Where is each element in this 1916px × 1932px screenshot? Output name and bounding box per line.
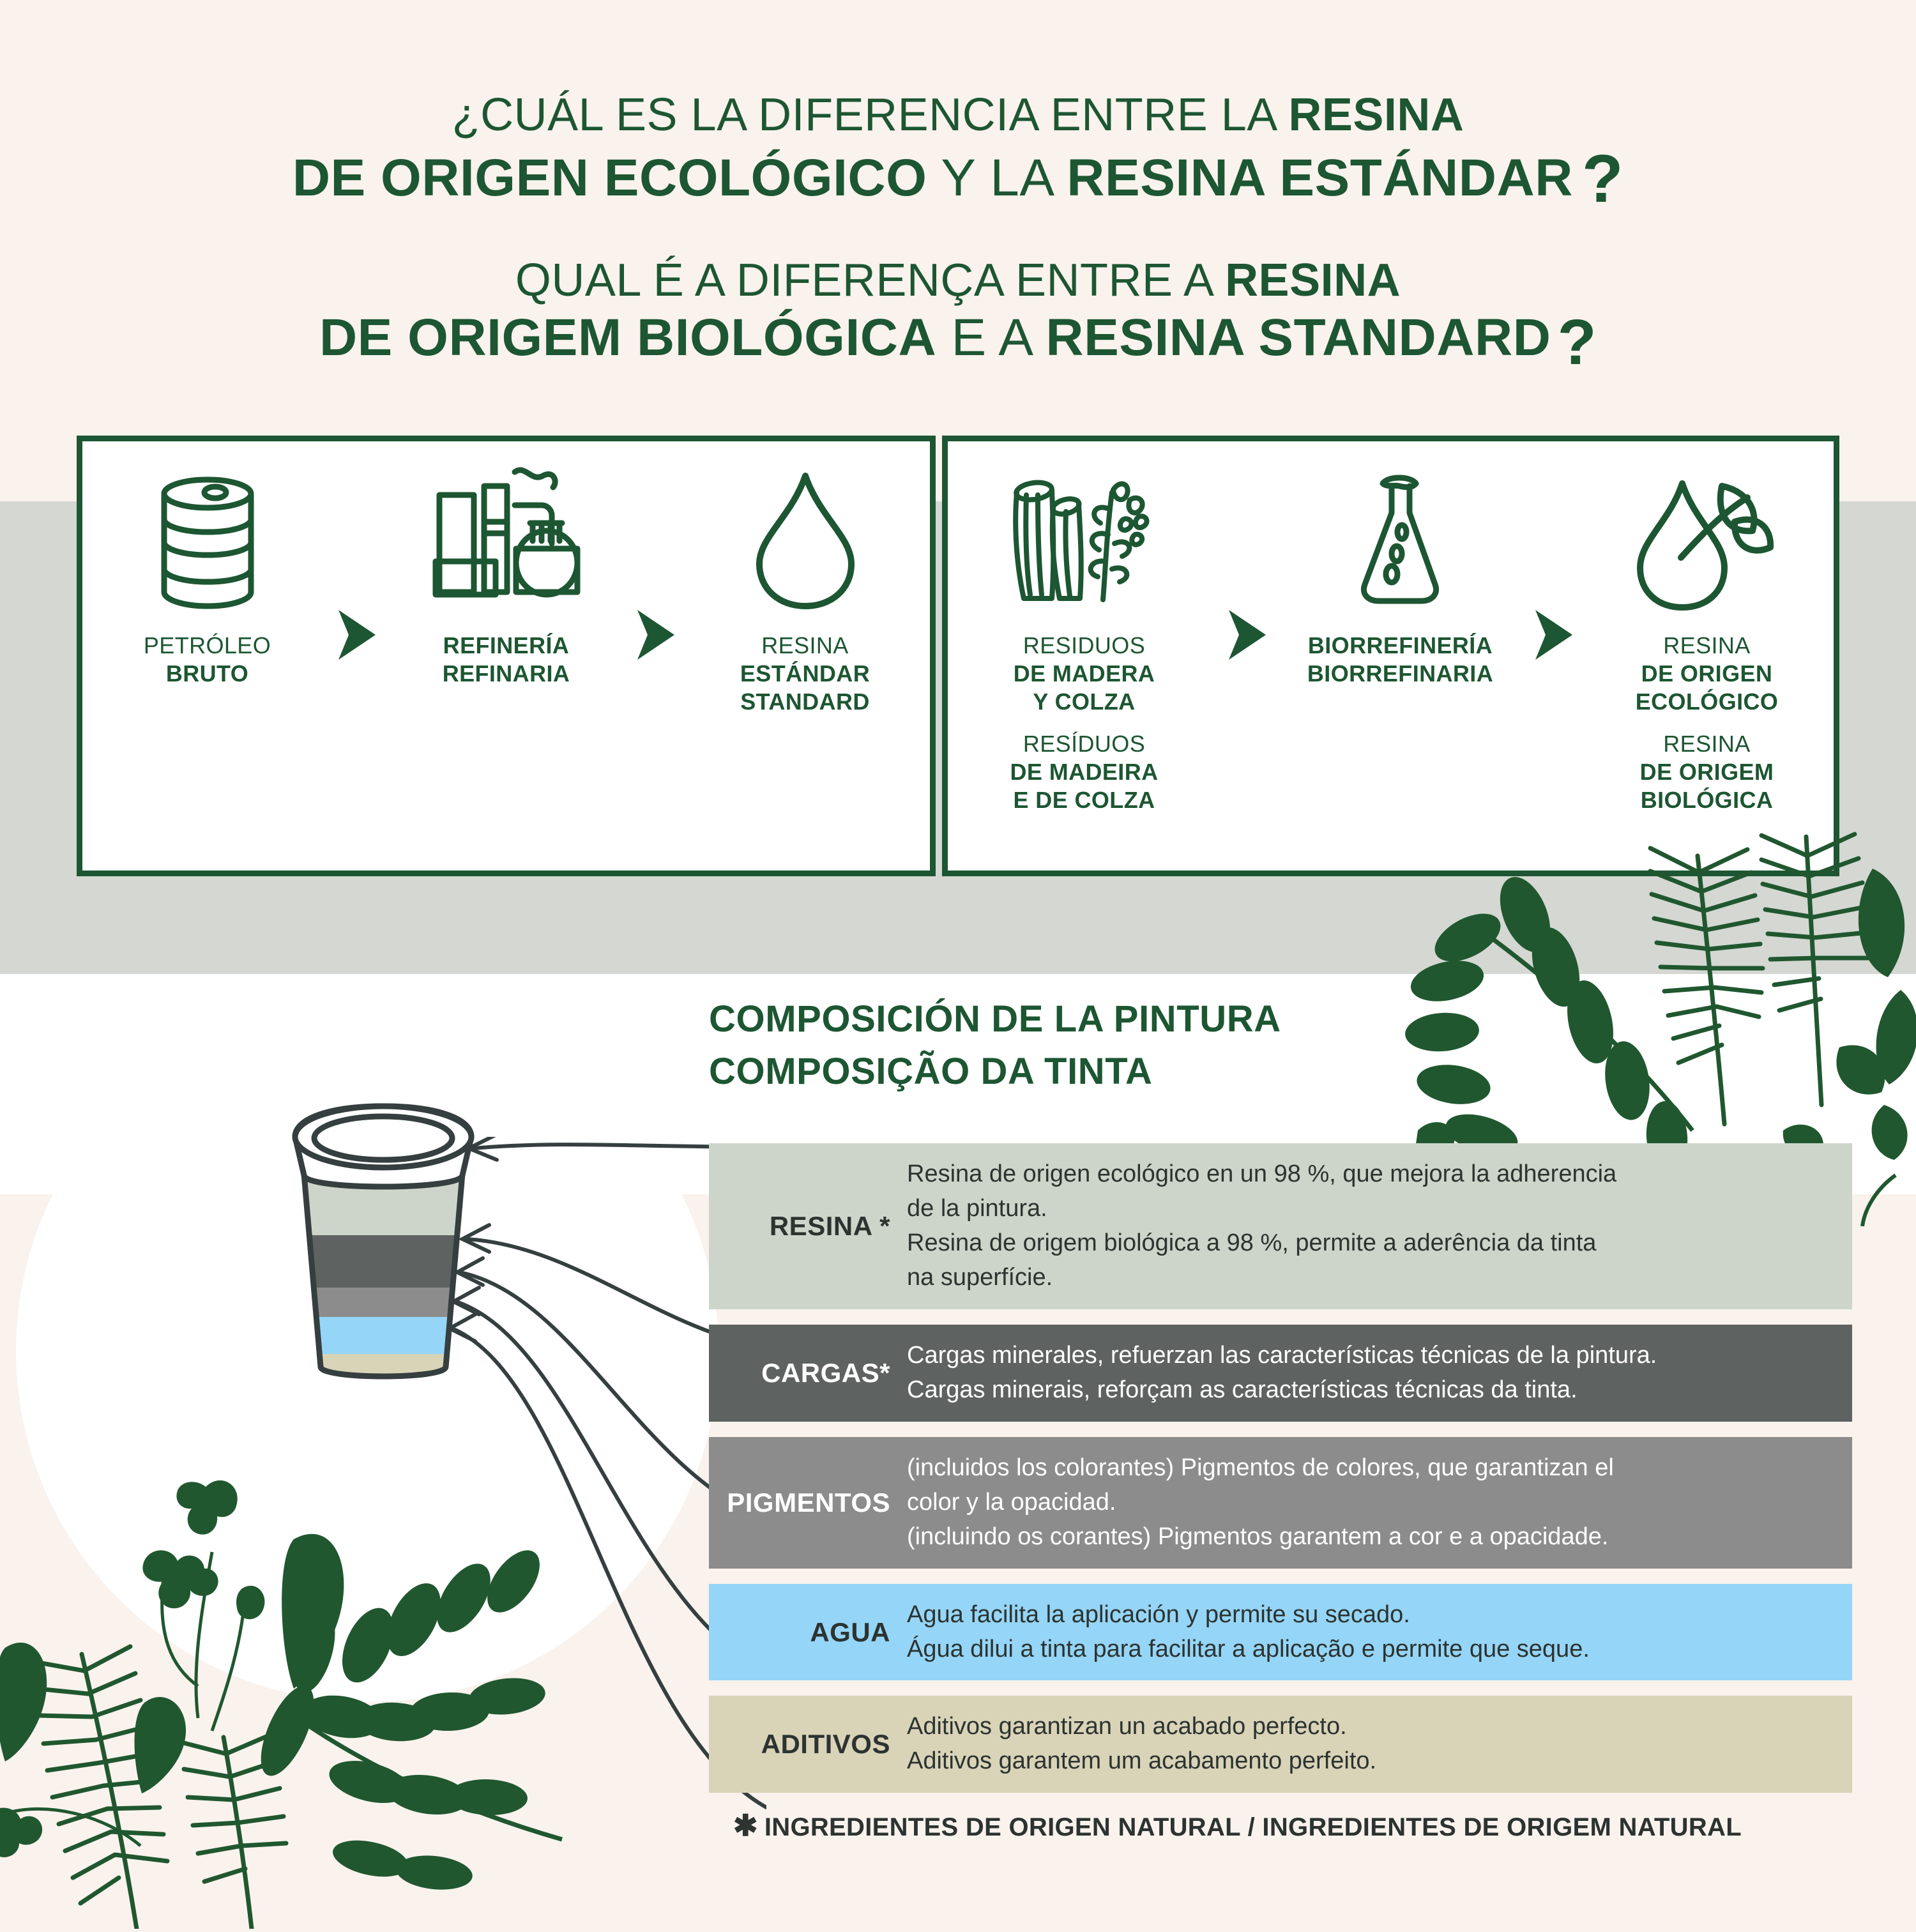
wood-rapeseed-icon — [1005, 467, 1164, 614]
process-step-label: BIORREFINERÍA BIORREFINARIA — [1307, 632, 1494, 687]
table-row — [709, 1584, 1852, 1681]
process-step-bio-resin — [1611, 441, 1803, 814]
flask-icon — [1343, 467, 1458, 614]
question-mark-pt: ? — [1557, 306, 1597, 378]
process-step-label: RESINA ESTÁNDAR STANDARD — [740, 632, 871, 715]
decorative-plants-bottom-left — [0, 1456, 575, 1929]
composition-row-description: Aditivos garantizan un acabado perfecto. Aditivos garantem um acabamento perfeito. — [907, 1713, 1377, 1775]
process-step-label: RESIDUOS DE MADERA Y COLZA RESÍDUOS DE MADEIRA E DE COLZA — [1010, 632, 1159, 813]
process-step-label: RESINA DE ORIGEN ECOLÓGICO RESINA DE ORIGEM BIOLÓGICA — [1635, 632, 1779, 813]
title-line-es-2: DE ORIGEN ECOLÓGICO Y LA RESINA ESTÁNDAR ? — [292, 141, 1624, 217]
table-row — [709, 1696, 1852, 1793]
composition-row-key: CARGAS* — [761, 1357, 890, 1388]
composition-row-key: AGUA — [810, 1616, 890, 1647]
bold-pt: DE MADEIRA E DE COLZA — [1010, 758, 1159, 813]
asterisk-icon: ✱ — [733, 1809, 758, 1843]
process-arrow-3 — [1219, 441, 1276, 662]
composition-row-description: Resina de origen ecológico en un 98 %, que mejora la adherencia de la pintura. Resina de origem biológica a 98 %, permite a aderência da tinta na superfície. — [907, 1160, 1617, 1291]
process-step-label: PETRÓLEO BRUTO — [143, 632, 271, 687]
process-step-crude-oil — [112, 441, 303, 688]
process-step-wood-rapeseed — [979, 441, 1190, 814]
question-mark-es: ? — [1581, 141, 1624, 217]
process-step-biorefinery — [1305, 441, 1496, 688]
composition-row-key: RESINA * — [769, 1210, 890, 1241]
standard-resin-process-box — [77, 436, 936, 876]
composition-row-description: Agua facilita la aplicación y permite su secado. Água dilui a tinta para facilitar a aplicação e permite que seque. — [907, 1601, 1590, 1662]
composition-row-description: (incluidos los colorantes) Pigmentos de colores, que garantizan el color y la opacidad. (incluindo os corantes) Pigmentos garantem a cor e a opacidade. — [907, 1454, 1614, 1550]
composition-footnote: ✱ INGREDIENTES DE ORIGEN NATURAL / INGREDIENTES DE ORIGEM NATURAL — [733, 1809, 1742, 1843]
bio-resin-process-box — [942, 436, 1839, 876]
title-line-es-1: ¿CUÁL ES LA DIFERENCIA ENTRE LA RESINA — [452, 89, 1464, 141]
process-step-label: REFINERÍA REFINARIA — [442, 632, 570, 687]
process-step-refinery — [411, 441, 602, 688]
resin-drop-icon — [748, 467, 863, 614]
process-arrow-4 — [1525, 441, 1583, 662]
table-row — [709, 1143, 1852, 1309]
title-line-pt-2: DE ORIGEM BIOLÓGICA E A RESINA STANDARD ? — [319, 306, 1597, 378]
bold-pt: DE ORIGEM BIOLÓGICA — [1639, 758, 1774, 813]
composition-table — [709, 1143, 1852, 1843]
table-row — [709, 1325, 1852, 1422]
composition-heading-pt: COMPOSIÇÃO DA TINTA — [709, 1051, 1153, 1093]
composition-row-description: Cargas minerales, refuerzan las características técnicas de la pintura. Cargas minerais, reforçam as características técnicas da tinta. — [907, 1341, 1657, 1403]
oil-barrel-icon — [144, 467, 271, 614]
table-row — [709, 1437, 1852, 1569]
composition-row-key: PIGMENTOS — [727, 1487, 890, 1517]
bold-es: DE MADERA Y COLZA — [1013, 660, 1155, 715]
composition-heading-es: COMPOSICIÓN DE LA PINTURA — [709, 998, 1281, 1040]
process-arrow-1 — [328, 441, 386, 662]
composition-row-key: ADITIVOS — [761, 1729, 890, 1760]
process-step-standard-resin — [710, 441, 901, 716]
title-line-pt-1: QUAL É A DIFERENÇA ENTRE A RESINA — [515, 255, 1401, 307]
bio-drop-leaf-icon — [1634, 467, 1781, 614]
page-title — [0, 89, 1916, 378]
bold-es: DE ORIGEN ECOLÓGICO — [1635, 660, 1779, 715]
composition-heading — [709, 993, 1281, 1099]
process-arrow-2 — [627, 441, 685, 662]
refinery-icon — [420, 467, 593, 614]
